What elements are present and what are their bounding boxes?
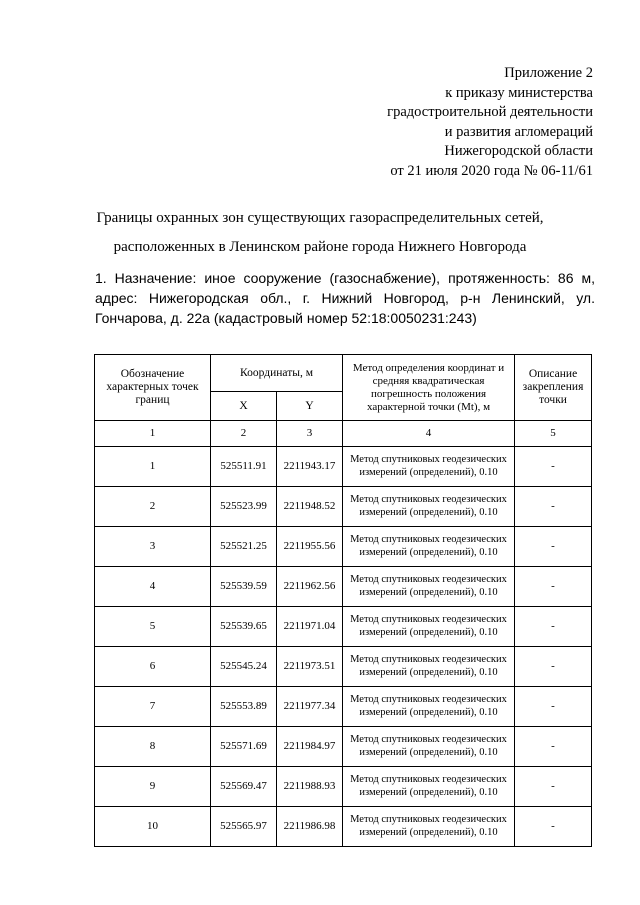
table-row bbox=[95, 487, 592, 527]
point-number-cell: 2 bbox=[95, 487, 211, 527]
appendix-line: Приложение 2 bbox=[504, 65, 593, 81]
column-number: 1 bbox=[95, 421, 211, 447]
appendix-line: к приказу министерства bbox=[445, 84, 593, 101]
y-coordinate-cell: 2211984.97 bbox=[277, 727, 343, 767]
y-coordinate-cell: 2211988.93 bbox=[277, 767, 343, 807]
appendix-block bbox=[387, 64, 593, 181]
point-number-cell: 4 bbox=[95, 567, 211, 607]
method-cell: Метод спутниковых геодезических измерений (определений), 0.10 bbox=[343, 687, 515, 727]
object-description bbox=[95, 268, 595, 328]
header-point: Обозначение характерных точек границ bbox=[95, 355, 211, 421]
description-cell: - bbox=[515, 647, 592, 687]
header-x: X bbox=[211, 392, 277, 421]
description-line-3: Гончарова, д. 22а (кадастровый номер 52:18:0050231:243) bbox=[95, 310, 477, 326]
method-cell: Метод спутниковых геодезических измерений (определений), 0.10 bbox=[343, 807, 515, 847]
description-cell: - bbox=[515, 567, 592, 607]
y-coordinate-cell: 2211943.17 bbox=[277, 447, 343, 487]
header-description: Описание закрепления точки bbox=[515, 355, 592, 421]
description-cell: - bbox=[515, 767, 592, 807]
point-number-cell: 9 bbox=[95, 767, 211, 807]
y-coordinate-cell: 2211948.52 bbox=[277, 487, 343, 527]
description-cell: - bbox=[515, 447, 592, 487]
x-coordinate-cell: 525539.59 bbox=[211, 567, 277, 607]
column-numbers-row bbox=[95, 421, 592, 447]
table-row bbox=[95, 647, 592, 687]
table-row bbox=[95, 527, 592, 567]
x-coordinate-cell: 525511.91 bbox=[211, 447, 277, 487]
description-cell: - bbox=[515, 607, 592, 647]
description-line-1: 1. Назначение: иное сооружение (газоснабжение), протяженность: 86 м, bbox=[95, 270, 595, 286]
y-coordinate-cell: 2211986.98 bbox=[277, 807, 343, 847]
table-row bbox=[95, 687, 592, 727]
point-number-cell: 8 bbox=[95, 727, 211, 767]
y-coordinate-cell: 2211962.56 bbox=[277, 567, 343, 607]
table-row bbox=[95, 567, 592, 607]
y-coordinate-cell: 2211973.51 bbox=[277, 647, 343, 687]
method-cell: Метод спутниковых геодезических измерений (определений), 0.10 bbox=[343, 607, 515, 647]
description-cell: - bbox=[515, 687, 592, 727]
description-cell: - bbox=[515, 727, 592, 767]
point-number-cell: 6 bbox=[95, 647, 211, 687]
column-number: 5 bbox=[515, 421, 592, 447]
description-line-2: адрес: Нижегородская обл., г. Нижний Новгород, р-н Ленинский, ул. bbox=[95, 290, 595, 306]
column-number: 2 bbox=[211, 421, 277, 447]
description-cell: - bbox=[515, 487, 592, 527]
x-coordinate-cell: 525553.89 bbox=[211, 687, 277, 727]
table-row bbox=[95, 807, 592, 847]
table-row bbox=[95, 607, 592, 647]
method-cell: Метод спутниковых геодезических измерений (определений), 0.10 bbox=[343, 767, 515, 807]
method-cell: Метод спутниковых геодезических измерений (определений), 0.10 bbox=[343, 567, 515, 607]
header-y: Y bbox=[277, 392, 343, 421]
document-title bbox=[40, 204, 600, 262]
description-cell: - bbox=[515, 807, 592, 847]
point-number-cell: 1 bbox=[95, 447, 211, 487]
y-coordinate-cell: 2211955.56 bbox=[277, 527, 343, 567]
description-cell: - bbox=[515, 527, 592, 567]
column-number: 4 bbox=[343, 421, 515, 447]
x-coordinate-cell: 525539.65 bbox=[211, 607, 277, 647]
table-row bbox=[95, 447, 592, 487]
appendix-line: и развития агломераций bbox=[444, 123, 593, 140]
appendix-line: от 21 июля 2020 года № 06-11/61 bbox=[390, 162, 593, 179]
appendix-line: Нижегородской области bbox=[444, 143, 593, 159]
point-number-cell: 10 bbox=[95, 807, 211, 847]
coordinates-table bbox=[94, 354, 592, 847]
table-row bbox=[95, 727, 592, 767]
method-cell: Метод спутниковых геодезических измерений (определений), 0.10 bbox=[343, 527, 515, 567]
x-coordinate-cell: 525523.99 bbox=[211, 487, 277, 527]
column-number: 3 bbox=[277, 421, 343, 447]
appendix-line: градостроительной деятельности bbox=[387, 104, 593, 120]
title-line-1: Границы охранных зон существующих газораспределительных сетей, bbox=[96, 210, 544, 226]
method-cell: Метод спутниковых геодезических измерений (определений), 0.10 bbox=[343, 727, 515, 767]
x-coordinate-cell: 525545.24 bbox=[211, 647, 277, 687]
header-coordinates: Координаты, м bbox=[211, 355, 343, 392]
y-coordinate-cell: 2211977.34 bbox=[277, 687, 343, 727]
x-coordinate-cell: 525569.47 bbox=[211, 767, 277, 807]
x-coordinate-cell: 525565.97 bbox=[211, 807, 277, 847]
x-coordinate-cell: 525571.69 bbox=[211, 727, 277, 767]
y-coordinate-cell: 2211971.04 bbox=[277, 607, 343, 647]
header-method: Метод определения координат и средняя квадратическая погрешность положения характерной точки (Mt), м bbox=[343, 355, 515, 421]
table-row bbox=[95, 767, 592, 807]
method-cell: Метод спутниковых геодезических измерений (определений), 0.10 bbox=[343, 487, 515, 527]
point-number-cell: 5 bbox=[95, 607, 211, 647]
point-number-cell: 7 bbox=[95, 687, 211, 727]
title-line-2: расположенных в Ленинском районе города Нижнего Новгорода bbox=[113, 239, 527, 255]
method-cell: Метод спутниковых геодезических измерений (определений), 0.10 bbox=[343, 647, 515, 687]
point-number-cell: 3 bbox=[95, 527, 211, 567]
x-coordinate-cell: 525521.25 bbox=[211, 527, 277, 567]
method-cell: Метод спутниковых геодезических измерений (определений), 0.10 bbox=[343, 447, 515, 487]
